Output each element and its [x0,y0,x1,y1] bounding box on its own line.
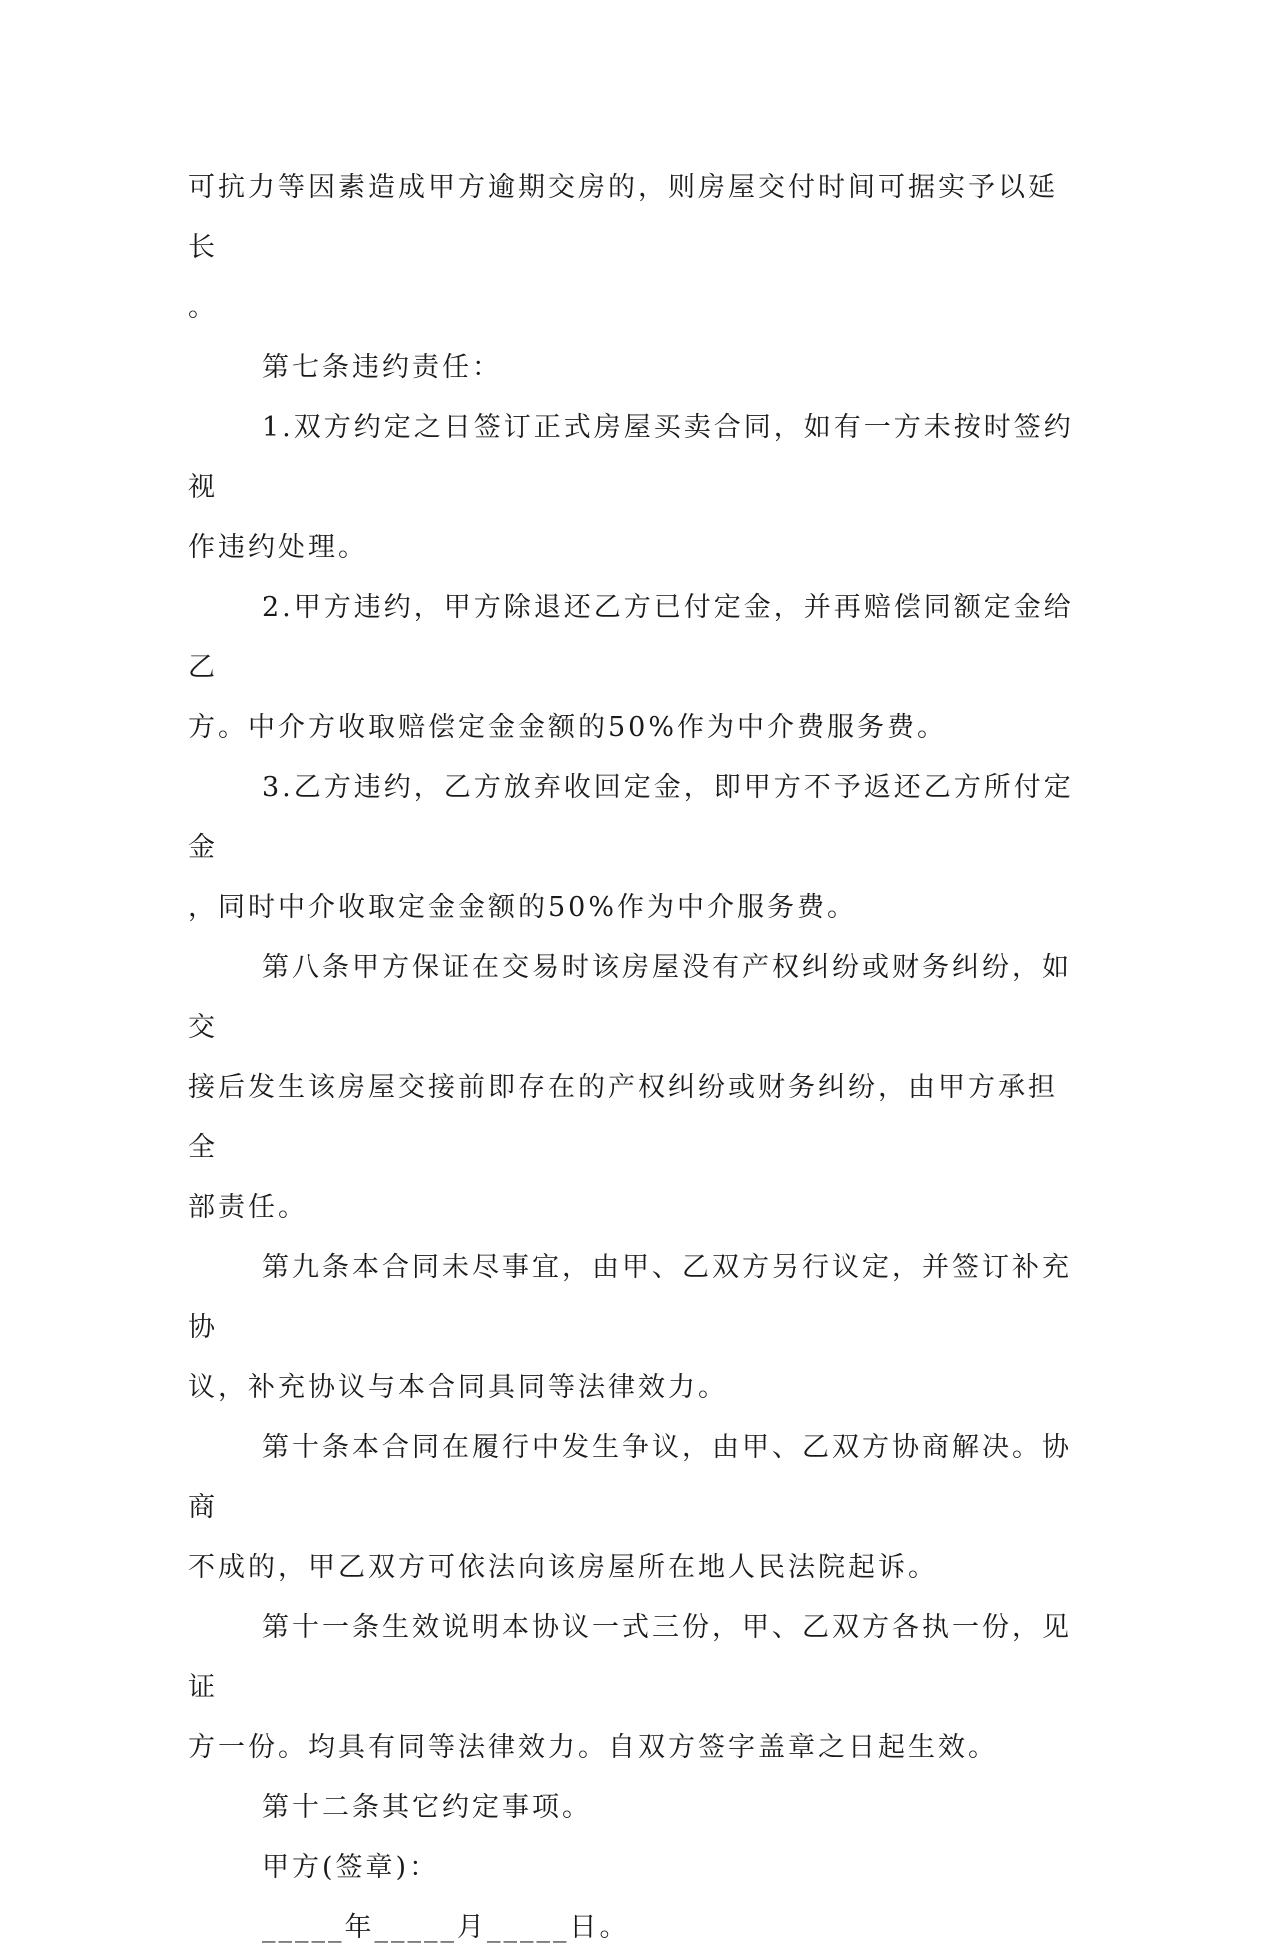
paragraph-breach-item-3: 3.乙方违约，乙方放弃收回定金，即甲方不予返还乙方所付定金 ，同时中介收取定金金额的50%作为中介服务费。 [188,772,1074,923]
paragraph-breach-item-1: 1.双方约定之日签订正式房屋买卖合同，如有一方未按时签约视 作违约处理。 [188,412,1074,563]
signature-party-a: 甲方(签章)： [262,1852,440,1883]
heading-article-7-breach-liability: 第七条违约责任： [262,352,502,383]
document-body [188,158,1078,1958]
paragraph-article-10: 第十条本合同在履行中发生争议，由甲、乙双方协商解决。协商 不成的，甲乙双方可依法向该房屋所在地人民法院起诉。 [188,1432,1072,1583]
paragraph-article-8: 第八条甲方保证在交易时该房屋没有产权纠纷或财务纠纷，如交 接后发生该房屋交接前即存在的产权纠纷或财务纠纷，由甲方承担全 部责任。 [188,952,1072,1223]
signature-date-line: _____年_____月_____日。 [262,1912,630,1943]
paragraph-breach-item-2: 2.甲方违约，甲方除退还乙方已付定金，并再赔偿同额定金给乙 方。中介方收取赔偿定金金额的50%作为中介费服务费。 [188,592,1074,743]
paragraph-article-11: 第十一条生效说明本协议一式三份，甲、乙双方各执一份，见证 方一份。均具有同等法律效力。自双方签字盖章之日起生效。 [188,1612,1072,1763]
paragraph-delivery-extension: 可抗力等因素造成甲方逾期交房的，则房屋交付时间可据实予以延长 。 [188,172,1058,323]
paragraph-article-9: 第九条本合同未尽事宜，由甲、乙双方另行议定，并签订补充协 议，补充协议与本合同具同等法律效力。 [188,1252,1072,1403]
paragraph-article-12: 第十二条其它约定事项。 [262,1792,592,1823]
